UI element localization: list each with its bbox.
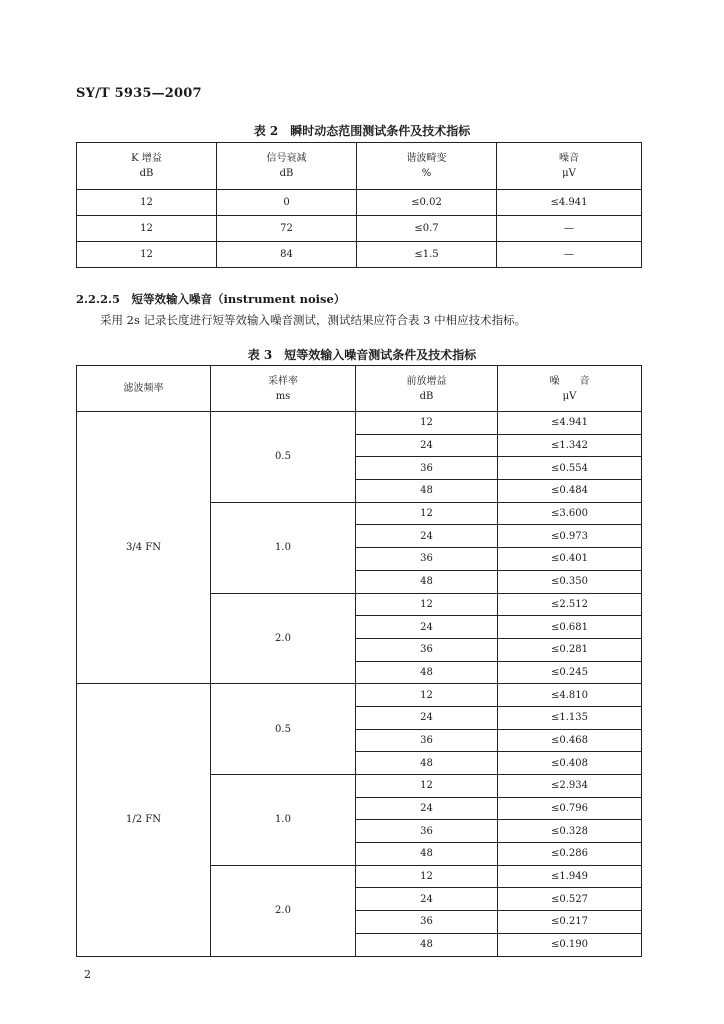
noise-cell: ≤2.512	[498, 593, 642, 616]
table-cell: ≤0.7	[357, 216, 497, 242]
gain-cell: 12	[356, 412, 498, 435]
table-row	[77, 412, 642, 435]
sample-rate-cell: 2.0	[211, 593, 356, 684]
noise-cell: ≤0.408	[498, 752, 642, 775]
page-number: 2	[84, 968, 91, 981]
table2-header-cell: 噪音 μV	[497, 143, 642, 190]
gain-cell: 36	[356, 457, 498, 480]
table-row	[77, 684, 642, 707]
table3	[76, 365, 642, 957]
gain-cell: 48	[356, 570, 498, 593]
table2-header-cell: 谐波畸变 %	[357, 143, 497, 190]
table-cell: 84	[217, 242, 357, 268]
noise-cell: ≤2.934	[498, 775, 642, 798]
gain-cell: 24	[356, 797, 498, 820]
filter-frequency-cell: 1/2 FN	[77, 684, 211, 956]
gain-cell: 12	[356, 684, 498, 707]
gain-cell: 24	[356, 616, 498, 639]
noise-cell: ≤1.949	[498, 865, 642, 888]
sample-rate-cell: 0.5	[211, 412, 356, 503]
gain-cell: 12	[356, 593, 498, 616]
gain-cell: 36	[356, 911, 498, 934]
noise-cell: ≤0.973	[498, 525, 642, 548]
table-row	[77, 242, 642, 268]
table-cell: ≤0.02	[357, 190, 497, 216]
noise-cell: ≤0.281	[498, 638, 642, 661]
gain-cell: 24	[356, 706, 498, 729]
table-cell: ≤1.5	[357, 242, 497, 268]
table3-header-cell: 前放增益 dB	[356, 366, 498, 412]
noise-cell: ≤0.484	[498, 480, 642, 503]
table-row	[77, 216, 642, 242]
gain-cell: 48	[356, 843, 498, 866]
section-paragraph: 采用 2s 记录长度进行短等效输入噪音测试，测试结果应符合表 3 中相应技术指标。	[100, 313, 527, 327]
document-id: SY/T 5935—2007	[76, 86, 202, 101]
noise-cell: ≤0.796	[498, 797, 642, 820]
table-cell: 0	[217, 190, 357, 216]
gain-cell: 24	[356, 525, 498, 548]
table2	[76, 142, 642, 268]
section-heading: 2.2.2.5 短等效输入噪音（instrument noise）	[76, 292, 346, 306]
table2-header-cell: K 增益 dB	[77, 143, 217, 190]
gain-cell: 36	[356, 548, 498, 571]
sample-rate-cell: 1.0	[211, 502, 356, 593]
noise-cell: ≤0.401	[498, 548, 642, 571]
gain-cell: 48	[356, 661, 498, 684]
table-cell: 12	[77, 216, 217, 242]
noise-cell: ≤1.342	[498, 434, 642, 457]
gain-cell: 12	[356, 775, 498, 798]
table-cell: —	[497, 216, 642, 242]
noise-cell: ≤0.286	[498, 843, 642, 866]
noise-cell: ≤0.468	[498, 729, 642, 752]
gain-cell: 36	[356, 638, 498, 661]
table3-header-cell: 采样率 ms	[211, 366, 356, 412]
noise-cell: ≤0.328	[498, 820, 642, 843]
noise-cell: ≤0.217	[498, 911, 642, 934]
noise-cell: ≤0.245	[498, 661, 642, 684]
gain-cell: 36	[356, 820, 498, 843]
gain-cell: 48	[356, 933, 498, 956]
filter-frequency-cell: 3/4 FN	[77, 412, 211, 684]
sample-rate-cell: 1.0	[211, 775, 356, 866]
gain-cell: 48	[356, 480, 498, 503]
table3-header-row	[77, 366, 642, 412]
noise-cell: ≤0.554	[498, 457, 642, 480]
table2-caption: 表 2 瞬时动态范围测试条件及技术指标	[253, 124, 471, 138]
noise-cell: ≤0.350	[498, 570, 642, 593]
table-cell: 72	[217, 216, 357, 242]
table2-header-row	[77, 143, 642, 190]
table3-header-cell: 噪 音 μV	[498, 366, 642, 412]
noise-cell: ≤0.527	[498, 888, 642, 911]
noise-cell: ≤1.135	[498, 706, 642, 729]
table-cell: ≤4.941	[497, 190, 642, 216]
noise-cell: ≤3.600	[498, 502, 642, 525]
noise-cell: ≤4.941	[498, 412, 642, 435]
table-row	[77, 190, 642, 216]
noise-cell: ≤4.810	[498, 684, 642, 707]
noise-cell: ≤0.681	[498, 616, 642, 639]
sample-rate-cell: 2.0	[211, 865, 356, 956]
table3-caption: 表 3 短等效输入噪音测试条件及技术指标	[247, 348, 477, 362]
table2-header-cell: 信号衰减 dB	[217, 143, 357, 190]
gain-cell: 12	[356, 865, 498, 888]
sample-rate-cell: 0.5	[211, 684, 356, 775]
gain-cell: 24	[356, 888, 498, 911]
noise-cell: ≤0.190	[498, 933, 642, 956]
table-cell: 12	[77, 242, 217, 268]
table-cell: 12	[77, 190, 217, 216]
gain-cell: 48	[356, 752, 498, 775]
gain-cell: 36	[356, 729, 498, 752]
table3-header-cell: 滤波频率	[77, 366, 211, 412]
gain-cell: 12	[356, 502, 498, 525]
table-cell: —	[497, 242, 642, 268]
gain-cell: 24	[356, 434, 498, 457]
